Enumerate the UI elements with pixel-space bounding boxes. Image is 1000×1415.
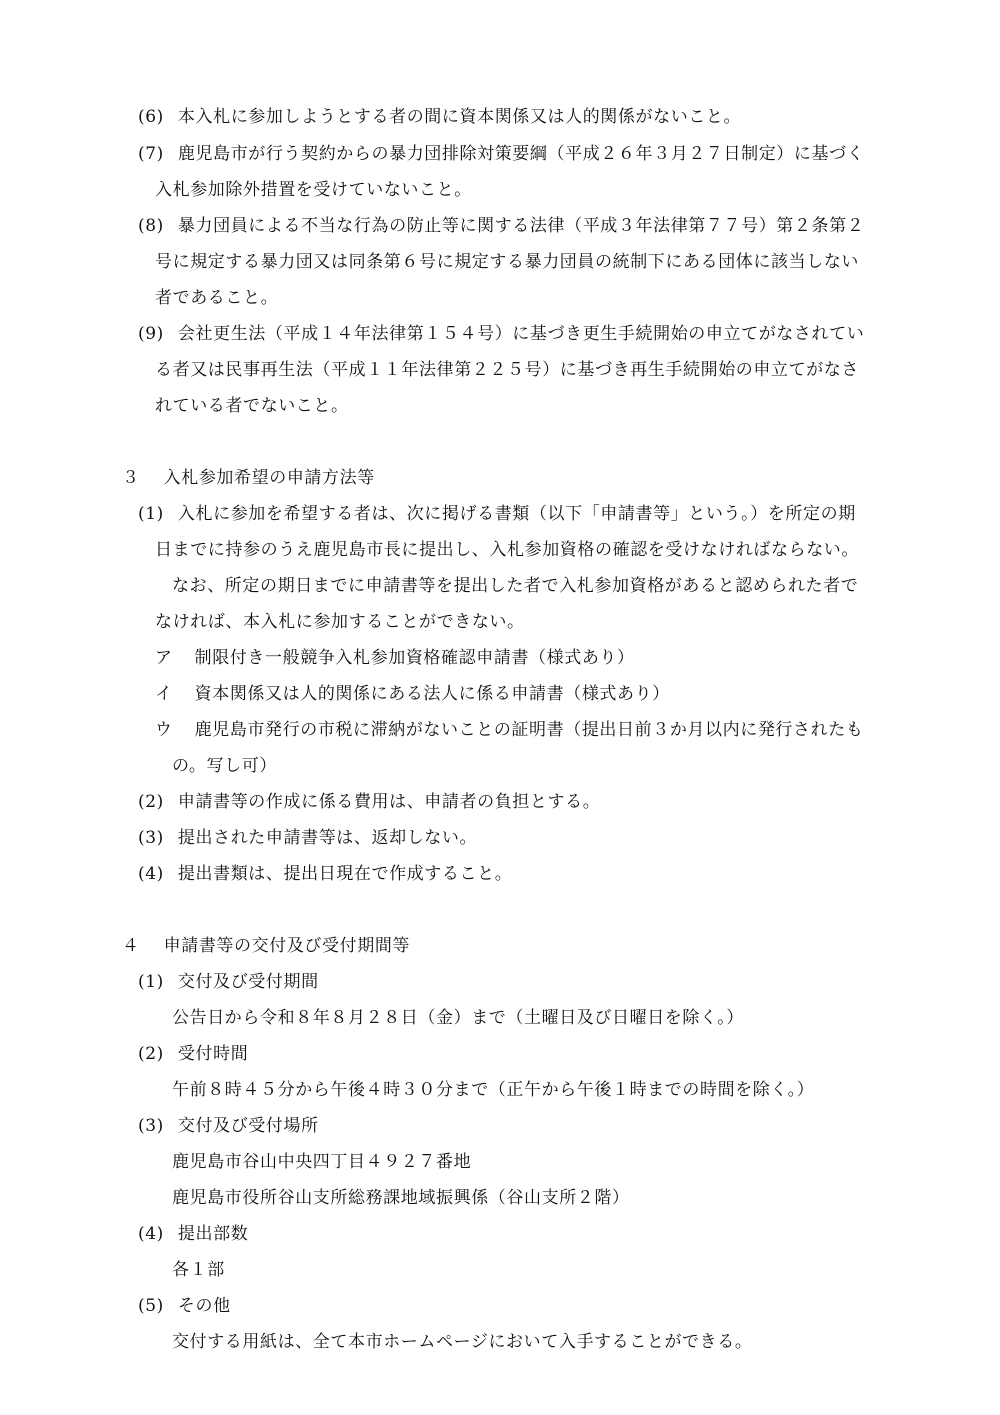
item-text: 鹿児島市が行う契約からの暴力団排除対策要綱（平成２６年３月２７日制定）に基づく [177, 144, 865, 164]
item-8-continuation: 号に規定する暴力団又は同条第６号に規定する暴力団員の統制下にある団体に該当しない [155, 252, 859, 272]
item-text: 暴力団員による不当な行為の防止等に関する法律（平成３年法律第７７号）第２条第２ [177, 216, 865, 236]
item-4 [138, 1223, 248, 1245]
item-title: 交付及び受付期間 [177, 972, 319, 992]
item-1 [138, 503, 856, 525]
item-number: (3) [138, 828, 164, 848]
item-6 [138, 106, 741, 128]
section-title: 申請書等の交付及び受付期間等 [163, 936, 411, 956]
item-4 [138, 863, 512, 885]
section-number: ３ [122, 468, 140, 488]
item-number: (1) [138, 504, 164, 524]
item-9 [138, 323, 864, 345]
item-7 [138, 143, 864, 165]
item-2 [138, 1043, 248, 1065]
item-1 [138, 971, 319, 993]
item-text: 提出書類は、提出日現在で作成すること。 [177, 864, 513, 884]
item-2 [138, 791, 600, 813]
item-number: (3) [138, 1116, 164, 1136]
item-text: 会社更生法（平成１４年法律第１５４号）に基づき更生手続開始の申立てがなされてい [177, 324, 865, 344]
item-9-continuation: れている者でないこと。 [155, 396, 349, 416]
item-text: 本入札に参加しようとする者の間に資本関係又は人的関係がないこと。 [177, 107, 742, 127]
item-number: (4) [138, 1224, 164, 1244]
section-3-heading [122, 467, 375, 489]
item-title: 受付時間 [177, 1044, 249, 1064]
item-1-paragraph: なお、所定の期日までに申請書等を提出した者で入札参加資格があると認められた者で [172, 576, 859, 596]
item-8 [138, 215, 864, 237]
item-number: (9) [138, 324, 164, 344]
item-title: 交付及び受付場所 [177, 1116, 319, 1136]
subitem-mark: ウ [155, 720, 173, 740]
item-number: (5) [138, 1296, 164, 1316]
subitem-text: 鹿児島市発行の市税に滞納がないことの証明書（提出日前３か月以内に発行されたも [194, 720, 864, 740]
subitem-a [155, 647, 635, 669]
item-text: 提出された申請書等は、返却しない。 [177, 828, 478, 848]
item-text: 入札に参加を希望する者は、次に掲げる書類（以下「申請書等」という。）を所定の期 [177, 504, 856, 524]
subitem-text: 制限付き一般競争入札参加資格確認申請書（様式あり） [194, 648, 635, 668]
item-number: (8) [138, 216, 164, 236]
subitem-text: 資本関係又は人的関係にある法人に係る申請書（様式あり） [194, 684, 670, 704]
item-4-body: 各１部 [172, 1260, 225, 1280]
item-number: (1) [138, 972, 164, 992]
item-1-continuation: 日までに持参のうえ鹿児島市長に提出し、入札参加資格の確認を受けなければならない。 [155, 540, 859, 560]
item-text: 申請書等の作成に係る費用は、申請者の負担とする。 [177, 792, 601, 812]
subitem-u [155, 719, 863, 741]
section-number: ４ [122, 936, 140, 956]
item-5-body: 交付する用紙は、全て本市ホームページにおいて入手することができる。 [172, 1332, 753, 1352]
item-5 [138, 1295, 231, 1317]
item-1-continuation: なければ、本入札に参加することができない。 [155, 612, 525, 632]
item-title: 提出部数 [177, 1224, 249, 1244]
section-4-heading [122, 935, 410, 957]
item-3-address: 鹿児島市谷山中央四丁目４９２７番地 [172, 1152, 472, 1172]
item-number: (2) [138, 792, 164, 812]
subitem-u-continuation: の。写し可） [172, 756, 277, 776]
subitem-mark: イ [155, 684, 173, 704]
item-3 [138, 1115, 319, 1137]
item-number: (6) [138, 107, 164, 127]
item-3-office: 鹿児島市役所谷山支所総務課地域振興係（谷山支所２階） [172, 1188, 630, 1208]
item-9-continuation: る者又は民事再生法（平成１１年法律第２２５号）に基づき再生手続開始の申立てがなさ [155, 360, 859, 380]
item-number: (4) [138, 864, 164, 884]
item-3 [138, 827, 477, 849]
item-7-continuation: 入札参加除外措置を受けていないこと。 [155, 180, 472, 200]
item-number: (7) [138, 144, 164, 164]
section-title: 入札参加希望の申請方法等 [163, 468, 375, 488]
item-1-body: 公告日から令和８年８月２８日（金）まで（土曜日及び日曜日を除く。） [172, 1008, 744, 1028]
item-number: (2) [138, 1044, 164, 1064]
item-8-continuation: 者であること。 [155, 288, 279, 308]
subitem-mark: ア [155, 648, 173, 668]
item-2-body: 午前８時４５分から午後４時３０分まで（正午から午後１時までの時間を除く。） [172, 1080, 815, 1100]
subitem-i [155, 683, 670, 705]
item-title: その他 [177, 1296, 231, 1316]
